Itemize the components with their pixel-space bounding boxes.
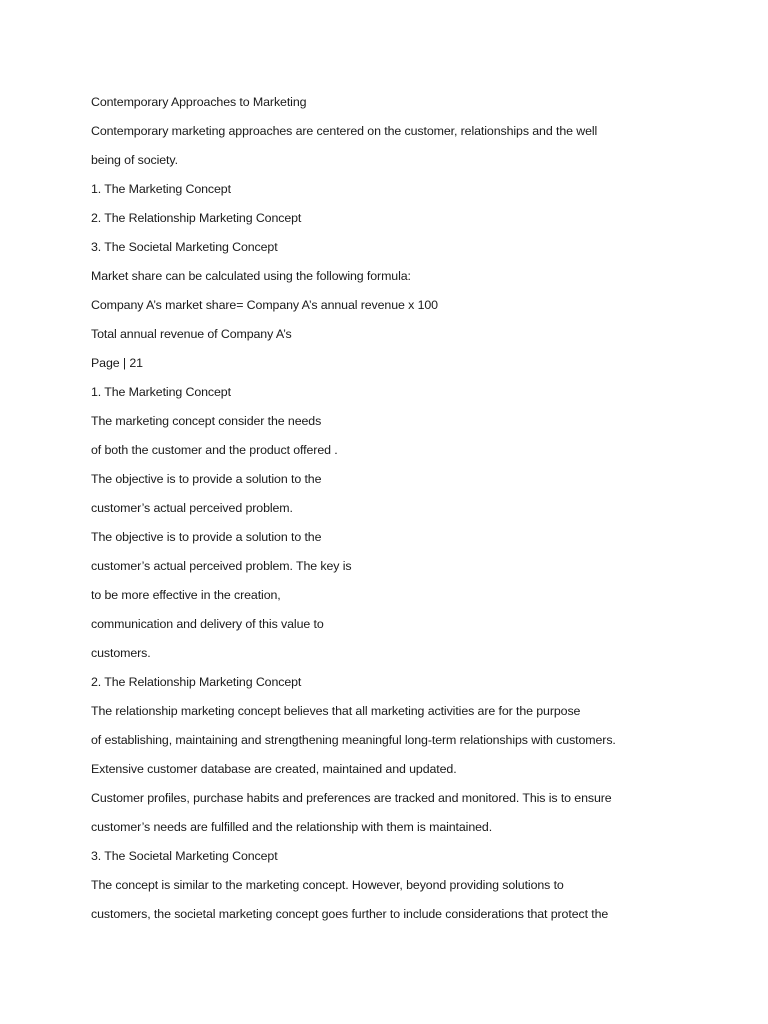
list-item-societal-marketing-concept: 3. The Societal Marketing Concept: [91, 240, 278, 254]
paragraph-line: to be more effective in the creation,: [91, 588, 281, 602]
paragraph-line: Customer profiles, purchase habits and preferences are tracked and monitored. This is to ensure: [91, 791, 612, 805]
formula-intro: Market share can be calculated using the following formula:: [91, 269, 411, 283]
paragraph-line: The objective is to provide a solution to the: [91, 472, 322, 486]
paragraph-line: of both the customer and the product offered .: [91, 443, 338, 457]
paragraph-line: of establishing, maintaining and strengthening meaningful long-term relationships with customers.: [91, 733, 616, 747]
page-number: Page | 21: [91, 356, 143, 370]
document-title: Contemporary Approaches to Marketing: [91, 95, 307, 109]
paragraph-line: customer’s actual perceived problem. The key is: [91, 559, 352, 573]
list-item-marketing-concept: 1. The Marketing Concept: [91, 182, 231, 196]
formula-denominator: Total annual revenue of Company A’s: [91, 327, 292, 341]
intro-paragraph-line: being of society.: [91, 153, 178, 167]
paragraph-line: The relationship marketing concept believes that all marketing activities are for the purpose: [91, 704, 581, 718]
document-body: [91, 90, 691, 931]
paragraph-line: The marketing concept consider the needs: [91, 414, 322, 428]
list-item-relationship-marketing-concept: 2. The Relationship Marketing Concept: [91, 211, 302, 225]
paragraph-line: customer’s actual perceived problem.: [91, 501, 293, 515]
paragraph-line: customers.: [91, 646, 151, 660]
paragraph-line: Extensive customer database are created, maintained and updated.: [91, 762, 457, 776]
formula-numerator: Company A’s market share= Company A’s annual revenue x 100: [91, 298, 438, 312]
section-heading-societal-marketing-concept: 3. The Societal Marketing Concept: [91, 849, 278, 863]
section-heading-marketing-concept: 1. The Marketing Concept: [91, 385, 231, 399]
section-heading-relationship-marketing-concept: 2. The Relationship Marketing Concept: [91, 675, 302, 689]
paragraph-line: communication and delivery of this value to: [91, 617, 324, 631]
intro-paragraph-line: Contemporary marketing approaches are centered on the customer, relationships and the well: [91, 124, 598, 138]
paragraph-line: The concept is similar to the marketing concept. However, beyond providing solutions to: [91, 878, 564, 892]
paragraph-line: customer’s needs are fulfilled and the relationship with them is maintained.: [91, 820, 493, 834]
paragraph-line: customers, the societal marketing concept goes further to include considerations that protect the: [91, 907, 609, 921]
paragraph-line: The objective is to provide a solution to the: [91, 530, 322, 544]
